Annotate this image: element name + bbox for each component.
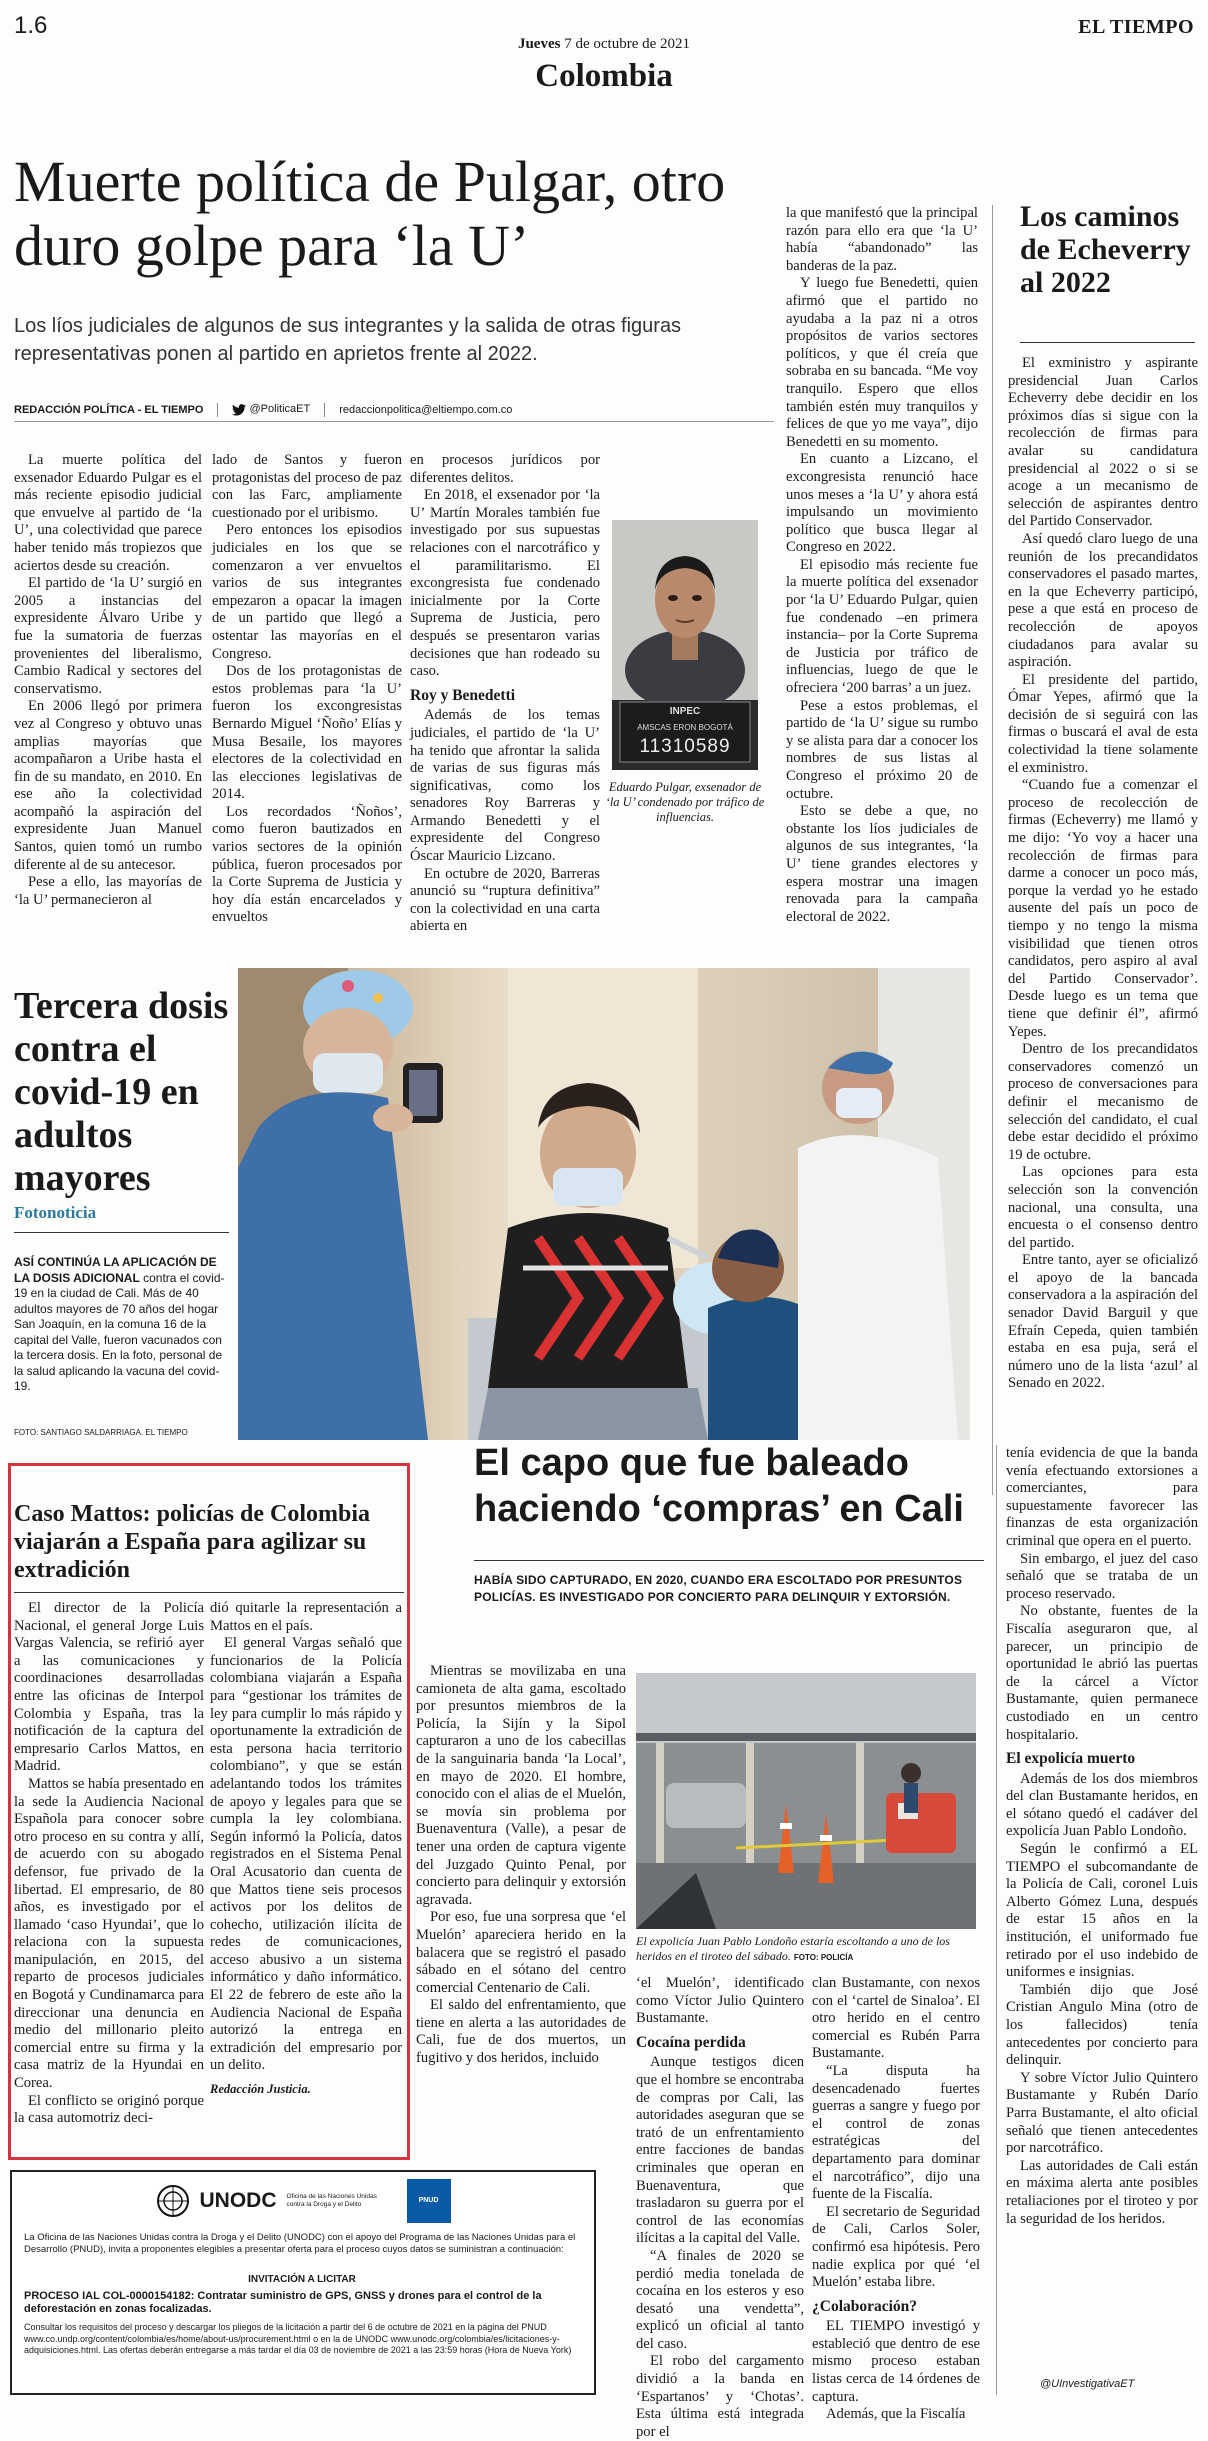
photo-story-title: Tercera dosis contra el covid-19 en adultos mayores (14, 985, 229, 1199)
newspaper-brand: EL TIEMPO (1078, 16, 1194, 38)
subheading: Cocaína perdida (636, 2033, 746, 2051)
fotonoticia-label: Fotonoticia (14, 1203, 97, 1222)
paragraph: Pese a ello, las mayorías de ‘la U’ permanecieron al (14, 874, 202, 908)
divider (217, 403, 218, 417)
paragraph: Por eso, fue una sorpresa que ‘el Muelón’ apareciera herido en la balacera que se registró el pasado sábado en el sótano del centro comercial Centenario de Cali. (416, 1909, 626, 1996)
paragraph: Mattos se había presentado en la sede la Audiencia Nacional Española para conocer sobre otro proceso en su contra y allí, de acuerdo con su abogado defensor, fue privado de la libertad. El empresario, de 80 años, es investigado por el llamado ‘caso Hyundai’, que lo relaciona con la supuesta manipulación, en 2015, del reparto de procesos judiciales en Bogotá y Cundinamarca para direccionar una denuncia en medio del millonario pleito comercial entre su firma y la casa matriz de la Hyundai en Corea. (14, 1775, 204, 2092)
paragraph: Y luego fue Benedetti, quien afirmó que el partido no ayudaba a la paz ni a otros propósitos de varios sectores políticos, y que él creía que sobraba en su bancada. “Me voy tranquilo. Espero que ellos también estén muy tranquilos y felices de que yo me vaya”, dijo Benedetti en su momento. (786, 275, 978, 450)
paragraph: Además, que la Fiscalía (826, 2406, 966, 2423)
paragraph: El director de la Policía Nacional, el general Jorge Luis Vargas Valencia, se refirió ayer a las comunicaciones y coordinaciones desarrolladas entre las oficinas de Interpol Colombia y España, tras la notificación de la captura del empresario Carlos Mattos, en Madrid. (14, 1600, 204, 1775)
mattos-signature: Redacción Justicia. (210, 2082, 311, 2097)
issue-date (0, 36, 1208, 53)
paragraph: “Cuando fue a comenzar el proceso de recolección de firmas (Echeverry) me llamó y me dijo: ‘Yo voy a hacer una recolección de firmas para darme a conocer un poco más, porque la verdad yo he estado ausente del país un poco de tiempo y no tengo la misma visibilidad que tienen otros candidatos, pero aspiro al aval del Partido Conservador’. Desde luego es un tema que tiene que definir él”, afirmó Yepes. (1008, 777, 1198, 1040)
photo-story-caption (14, 1255, 229, 1395)
paragraph: “La disputa ha desencadenado fuertes guerras a sangre y fuego por el control de zonas estratégicas del departamento para dominar el narcotráfico”, dijo una fuente de la Fiscalía. (812, 2062, 980, 2203)
paragraph: Dos de los protagonistas de estos problemas para ‘la U’ fueron los excongresistas Bernardo Miguel ‘Ñoño’ Elías y Musa Besaile, los mayores electores de la colectividad en las elecciones legislativas de 2014. (212, 663, 402, 803)
mattos-col-2 (210, 1600, 402, 2148)
byline-bar (14, 398, 774, 422)
subheading: El expolicía muerto (1006, 1750, 1136, 1768)
mugshot-caption: Eduardo Pulgar, exsenador de ‘la U’ condenado por tráfico de influencias. (605, 780, 765, 824)
paragraph: El secretario de Seguridad de Cali, Carlos Soler, confirmó esa hipótesis. Pero nadie explica por qué ‘el Muelón’ estaba libre. (812, 2203, 980, 2291)
sidebar-divider (992, 205, 993, 1495)
caption-text: El expolicía Juan Pablo Londoño estaría escoltando a uno de los heridos en el tiroteo del sábado. (636, 1934, 950, 1963)
paragraph: Además de los temas judiciales, el partido de ‘la U’ ha tenido que afrontar la salida de varias de sus figuras más significativas, como los senadores Roy Barreras y Armando Benedetti y el expresidente del Congreso Óscar Mauricio Lizcano. (410, 707, 600, 865)
byline: REDACCIÓN POLÍTICA - EL TIEMPO (14, 403, 204, 416)
caption-lead: ASÍ CONTINÚA LA APLICACIÓN DE LA DOSIS ADICIONAL (14, 1255, 217, 1285)
paragraph: No obstante, fuentes de la Fiscalía aseguraron que, al parecer, un principio de oportunidad le abrió las puertas de la cárcel a Víctor Bustamante, quien permanece custodiado en un centro hospitalario. (1006, 1603, 1198, 1743)
caption-body: contra el covid-19 en la ciudad de Cali. Más de 40 adultos mayores de 70 años del hogar San Joaquín, en la comuna 16 de la capital del Valle, fueron vacunados con la tercera dosis. En la foto, personal de la salud aplicando la vacuna del covid-19. (14, 1270, 225, 1393)
paragraph: en procesos jurídicos por diferentes delitos. (410, 452, 600, 486)
twitter-icon (232, 404, 246, 416)
investigation-handle[interactable]: @UInvestigativaET (1040, 2378, 1135, 2390)
page-number: 1.6 (14, 12, 48, 39)
placard-number: 11310589 (639, 736, 731, 757)
parking-scene (636, 1673, 976, 1929)
paragraph: Los recordados ‘Ñoños’, como fueron bautizados en varios sectores de la opinión pública, fueron procesados por la Corte Suprema de Justicia y hoy día están encarcelados y envueltos (212, 803, 402, 926)
paragraph: “A finales de 2020 se perdió media tonelada de cocaína en los esteros y eso desató una vendetta”, explicó un oficial al tanto del caso. (636, 2247, 804, 2352)
twitter-handle[interactable]: @PoliticaET (249, 403, 311, 416)
photo-credit: FOTO: SANTIAGO SALDARRIAGA. EL TIEMPO (14, 1428, 188, 1437)
paragraph: En 2018, el exsenador por ‘la U’ Martín Morales también fue investigado por sus supuestas relaciones con el narcotráfico y el paramilitarismo. El excongresista fue condenado inicialmente por la Corte Suprema de Justicia, pero después se presentaron varias decisiones que han rodeado su caso. (410, 487, 600, 680)
paragraph: tenía evidencia de que la banda venía efectuando extorsiones a comerciantes, para supuestamente favorecer las finanzas de esta organización criminal que opera en el puerto. (1006, 1445, 1198, 1549)
placard-label: INPEC (669, 706, 701, 717)
vaccination-scene (238, 968, 970, 1440)
divider (1020, 342, 1195, 343)
byline-email[interactable]: redaccionpolitica@eltiempo.com.co (339, 403, 513, 416)
paragraph: El presidente del partido, Ómar Yepes, afirmó que la decisión de si seguirá con las firmas o buscará el aval de esta colectividad la tiene solamente el exministro. (1008, 671, 1198, 776)
main-deck: Los líos judiciales de algunos de sus integrantes y la salida de otras figuras representativas ponen al partido en aprietos frente al 2022. (14, 315, 682, 365)
paragraph: El conflicto se originó porque la casa automotriz deci- (14, 2092, 204, 2127)
mattos-col-1 (14, 1600, 204, 2148)
section-title: Colombia (535, 58, 673, 94)
mattos-headline: Caso Mattos: policías de Colombia viajarán a España para agilizar su extradición (14, 1501, 370, 1583)
twitter-handle-wrap[interactable] (232, 403, 310, 415)
paragraph: La muerte política del exsenador Eduardo Pulgar es el más reciente episodio judicial que envuelve al partido de ‘la U’, una colectividad que parece haber tenido más tropiezos que aciertos desde su creación. (14, 452, 202, 574)
ad-heading: INVITACIÓN A LICITAR (248, 2274, 356, 2285)
paragraph: EL TIEMPO investigó y estableció que dentro de ese mismo proceso estaban listas cerca de 14 órdenes de captura. (812, 2318, 980, 2405)
sidebar-body (1008, 355, 1198, 1430)
ad-footer: Consultar los requisitos del proceso y descargar los pliegos de la licitación a partir del 6 de octubre de 2021 en la página del PNUD www.co.undp.org/content/colombia/es/home/about-us/procurement.html o en la de UNODC www.unodc.org/colombia/es/licitaciones-y-adquisiciones.html. Las ofertas deberán entregarse a más tardar el día 03 de noviembre de 2021 a las 23:59 horas (Hora de Nueva York) (24, 2322, 572, 2355)
capo-deck: HABÍA SIDO CAPTURADO, EN 2020, CUANDO ERA ESCOLTADO POR PRESUNTOS POLICÍAS. ES INVESTIGADO POR CONCIERTO PARA DELINQUIR Y EXTORSIÓN. (474, 1573, 963, 1604)
paragraph: la que manifestó que la principal razón para ello era que ‘la U’ había “abandonado” las banderas de la paz. (786, 205, 978, 274)
paragraph: Mientras se movilizaba en una camioneta de alta gama, escoltado por presuntos miembros de la Policía, la Sijín y la Sipol capturaron a uno de los cabecillas de la sanguinaria banda ‘la Local’, en mayo de 2020. El hombre, conocido con el alias de el Muelón, se movía sin problema por Buenaventura (Valle), a pesar de tener una orden de captura vigente del Juzgado Quinto Penal, por concierto para delinquir y extorsión agravada. (416, 1663, 626, 1908)
sidebar-title: Los caminos de Echeverry al 2022 (1020, 200, 1191, 299)
capo-headline: El capo que fue baleado haciendo ‘compras’ en Cali (474, 1442, 964, 1530)
un-emblem-icon (156, 2184, 190, 2218)
paragraph: Pese a estos problemas, el partido de ‘la U’ sigue su rumbo y se alista para dar a conocer los nombres de sus listas al Congreso el próximo 20 de octubre. (786, 697, 978, 802)
paragraph: El general Vargas señaló que funcionarios de la Policía colombiana viajarán a España para “gestionar los trámites de ley para cumplir lo más rápido y oportunamente la extradición de esta persona hacia territorio colombiano”, y que se están adelantando todos los trámites de apoyo y legales para que se cumpla la ley colombiana. Según informó la Policía, datos registrados en el Sistema Penal Oral Acusatorio dan cuenta de que Mattos tiene seis procesos activos por los delitos de cohecho, utilización ilícita de redes de comunicaciones, acceso abusivo a un sistema informático y daño informático. El 22 de febrero de este año la Audiencia Nacional de España autorizó la entrega en extradición del empresario por un delito. (210, 1635, 402, 2074)
capo-col-4 (1006, 1445, 1198, 2373)
mugshot-photo (612, 520, 758, 770)
main-story-col-3 (410, 452, 600, 935)
ad-process: PROCESO IAL COL-0000154182: Contratar suministro de GPS, GNSS y drones para el control de la deforestación en zonas focalizadas. (24, 2290, 542, 2315)
paragraph: El saldo del enfrentamiento, que tiene en alerta a las autoridades de Cali, fue de dos muertos, un fugitivo y dos heridos, incluido (416, 1997, 626, 2067)
unodc-logo: UNODC (199, 2189, 277, 2212)
main-headline: Muerte política de Pulgar, otro duro golpe para ‘la U’ (14, 149, 726, 278)
divider (474, 1560, 984, 1561)
undp-logo (407, 2179, 451, 2223)
paragraph: clan Bustamante, con nexos con el ‘cartel de Sinaloa’. El otro herido en el centro comercial es Rubén Parra Bustamante. (812, 1975, 980, 2062)
paragraph: En cuanto a Lizcano, el excongresista renunció hace unos meses a ‘la U’ y ahora está impulsando un movimiento político que busca llegar al Congreso en 2022. (786, 451, 978, 556)
issue-date-day: Jueves (517, 36, 561, 52)
main-story-col-4 (786, 205, 978, 925)
capo-col-3 (812, 1975, 980, 2423)
paragraph: Las autoridades de Cali están en máxima alerta ante posibles retaliaciones por el tiroteo y por la seguridad de los heridos. (1006, 2157, 1198, 2227)
paragraph: El episodio más reciente fue la muerte política del exsenador por ‘la U’ Eduardo Pulgar, quien fue condenado –en primera instancia– por la Corte Suprema de Justicia por tráfico de influencias, luego de que le ofreciera ‘200 barras’ a un juez. (786, 556, 978, 697)
paragraph: El robo del cargamento dividió a la banda en ‘Espartanos’ y ‘Chotas’. Esta última está integrada por el (636, 2353, 804, 2440)
capo-photo-caption (636, 1934, 976, 1965)
paragraph: En 2006 llegó por primera vez al Congreso y obtuvo unas amplias mayorías que acompañaron a Uribe hasta el fin de su mandato, en 2010. En ese año la colectividad acompañó la aspiración del expresidente Juan Manuel Santos, quien tomó un rumbo diferente al de su antecesor. (14, 698, 202, 873)
divider (324, 403, 325, 417)
main-story-col-2 (212, 452, 402, 927)
paragraph: ‘el Muelón’, identificado como Víctor Julio Quintero Bustamante. (636, 1975, 804, 2027)
subheading: ¿Colaboración? (812, 2297, 918, 2315)
paragraph: En octubre de 2020, Barreras anunció su “ruptura definitiva” con la colectividad en una carta abierta en (410, 865, 600, 935)
photo-credit: FOTO: POLICÍA (793, 1953, 854, 1962)
subheading: Roy y Benedetti (410, 686, 516, 704)
unodc-logo-subtitle: Oficina de las Naciones Unidas contra la Droga y el Delito (286, 2193, 377, 2208)
shooting-scene-photo (636, 1673, 976, 1929)
paragraph: dió quitarle la representación a Mattos en el país. (210, 1600, 402, 1634)
capo-col-2 (636, 1975, 804, 2440)
paragraph: Dentro de los precandidatos conservadores comenzó un proceso de conversaciones para definir el mecanismo de selección del candidato, el cual debe estar decidido el próximo 19 de octubre. (1008, 1041, 1198, 1163)
main-story-col-1 (14, 452, 202, 927)
paragraph: Pero entonces los episodios judiciales en los que se comenzaron a ver envueltos varios de sus integrantes empezaron a opacar la imagen de un partido que llegó a ostentar las mayorías en el Congreso. (212, 522, 402, 662)
divider (14, 1592, 404, 1593)
paragraph: Además de los dos miembros del clan Bustamante heridos, en el sótano quedó el cadáver del expolicía Juan Pablo Londoño. (1006, 1770, 1198, 1840)
paragraph: El exministro y aspirante presidencial Juan Carlos Echeverry debe decidir en los próximos días si sigue con la recolección de firmas para avalar su candidatura presidencial al 2022 o si se acoge a un mecanismo de selección de aspirantes dentro del Partido Conservador. (1008, 355, 1198, 530)
issue-date-rest: 7 de octubre de 2021 (564, 36, 691, 52)
paragraph: Esto se debe a que, no obstante los líos judiciales de algunos de sus integrantes, ‘la U’ tiene grandes electores y espera mostrar una imagen renovada para la campaña electoral de 2022. (786, 803, 978, 925)
ad-logos (10, 2176, 596, 2226)
paragraph: Según le confirmó a EL TIEMPO el subcomandante de la Policía de Cali, coronel Luis Alberto Gómez Luna, después de estar 15 años en la institución, el uniformado fue retirado por el uso indebido de uniformes e insignias. (1006, 1841, 1198, 1981)
paragraph: Sin embargo, el juez del caso señaló que se trataba de un proceso reservado. (1006, 1550, 1198, 1602)
paragraph: Entre tanto, ayer se oficializó el apoyo de la bancada conservadora a la aspiración del senador David Barguil y que Efraín Cepeda, quien también estaba en esa puja, será el número uno de la lista ‘azul’ al Senado en 2022. (1008, 1252, 1198, 1392)
mugshot-illustration (612, 520, 758, 770)
placard-location: AMSCAS ERON BOGOTÁ (637, 723, 733, 732)
paragraph: Aunque testigos dicen que el hombre se encontraba de compras por Cali, las autoridades aseguran que se trató de un enfrentamiento entre facciones de bandas criminales que operan en Buenaventura, que trasladaron su guerra por el control de las economías ilícitas a la capital del Valle. (636, 2054, 804, 2247)
column-divider (996, 1445, 997, 2395)
divider (14, 1232, 229, 1233)
paragraph: Y sobre Víctor Julio Quintero Bustamante y Rubén Darío Parra Bustamante, el alto oficial señaló que tienen antecedentes por narcotráfico. (1006, 2069, 1198, 2157)
ad-intro: La Oficina de las Naciones Unidas contra la Droga y el Delito (UNODC) con el apoyo del Programa de las Naciones Unidas para el Desarrollo (PNUD), invita a proponentes elegibles a presentar oferta para el proceso cuyos datos se suministran a continuación: (24, 2232, 576, 2255)
paragraph: Así quedó claro luego de una reunión de los precandidatos conservadores el pasado martes, en la que Echeverry participó, pese a que está en proceso de recolección de apoyos ciudadanos para avalar su aspiración. (1008, 530, 1198, 671)
paragraph: lado de Santos y fueron protagonistas del proceso de paz con las Farc, ampliamente cuestionado por el uribismo. (212, 452, 402, 521)
vaccination-photo (238, 968, 970, 1440)
paragraph: También dijo que José Cristian Angulo Mina (otro de los fallecidos) tenía antecedentes por concierto para delinquir. (1006, 1981, 1198, 2069)
undp-logo-text: PNUD (418, 2197, 439, 2204)
paragraph: Las opciones para esta selección son la convención nacional, una consulta, una encuesta o el consenso dentro del partido. (1008, 1164, 1198, 1251)
paragraph: El partido de ‘la U’ surgió en 2005 a instancias del expresidente Álvaro Uribe y fue la sumatoria de fuerzas provenientes del liberalismo, Cambio Radical y sectores del conservatismo. (14, 575, 202, 697)
